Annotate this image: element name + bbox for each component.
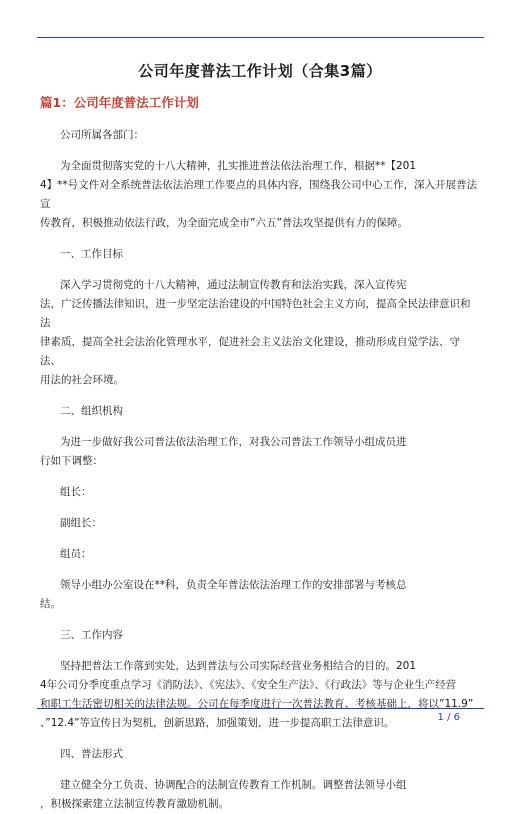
section-heading-organization: 二、组织机构 bbox=[60, 405, 123, 417]
section-heading-goals: 一、工作目标 bbox=[60, 248, 123, 260]
document-title: 公司年度普法工作计划（合集3篇） bbox=[138, 62, 382, 80]
document-body bbox=[40, 60, 480, 814]
paragraph-line: 传教育，积极推动依法行政，为全面完成全市”六五”普法攻坚提供有力的保障。 bbox=[40, 217, 408, 229]
paragraph-line: 为全面贯彻落实党的十八大精神，扎实推进普法依法治理工作，根据**【201 bbox=[60, 160, 417, 172]
footer-rule bbox=[37, 708, 484, 709]
paragraph-line: 为进一步做好我公司普法依法治理工作，对我公司普法工作领导小组成员进 bbox=[60, 436, 407, 448]
paragraph-line: 领导小组办公室设在**科，负责全年普法依法治理工作的安排部署与考核总 bbox=[60, 579, 407, 591]
page-number: 1 / 6 bbox=[437, 712, 460, 723]
paragraph-line: 深入学习贯彻党的十八大精神，通过法制宣传教育和法治实践，深入宣传宪 bbox=[60, 279, 407, 291]
deputy-leader-field: 副组长： bbox=[60, 517, 102, 529]
section-heading: 篇1：公司年度普法工作计划 bbox=[40, 95, 199, 110]
section-heading-format: 四、普法形式 bbox=[60, 748, 123, 760]
paragraph-line: 和职工生活密切相关的法律法规。公司在每季度进行一次普法教育、考核基础上，将以”11.9” bbox=[40, 698, 474, 710]
leader-field: 组长： bbox=[60, 486, 92, 498]
paragraph-line: 坚持把普法工作落到实处，达到普法与公司实际经营业务相结合的目的。201 bbox=[60, 660, 417, 672]
salutation: 公司所属各部门： bbox=[60, 129, 144, 141]
paragraph-line: 4】**号文件对全系统普法依法治理工作要点的具体内容，围绕我公司中心工作，深入开展普法宣 bbox=[40, 179, 478, 210]
members-field: 组员： bbox=[60, 548, 92, 560]
paragraph-line: 用法的社会环境。 bbox=[40, 374, 124, 386]
header-rule bbox=[37, 37, 484, 38]
paragraph-line: 结。 bbox=[40, 598, 61, 610]
paragraph-line: 建立健全分工负责、协调配合的法制宣传教育工作机制。调整普法领导小组 bbox=[60, 779, 407, 791]
paragraph-line: 行如下调整： bbox=[40, 455, 103, 467]
paragraph-line: 律素质，提高全社会法治化管理水平，促进社会主义法治文化建设，推动形成自觉学法、守法、 bbox=[40, 336, 460, 367]
paragraph-line: ，积极探索建立法制宣传教育激励机制。 bbox=[40, 798, 229, 810]
paragraph-line: 、”12.4”等宣传日为契机，创新思路，加强策划，进一步提高职工法律意识。 bbox=[40, 717, 395, 729]
paragraph-line: 法，广泛传播法律知识，进一步坚定法治建设的中国特色社会主义方向，提高全民法律意识和法 bbox=[40, 298, 471, 329]
paragraph-line: 4年公司分季度重点学习《消防法》、《宪法》、《安全生产法》、《行政法》等与企业生产经营 bbox=[40, 679, 457, 691]
section-heading-content: 三、工作内容 bbox=[60, 629, 123, 641]
